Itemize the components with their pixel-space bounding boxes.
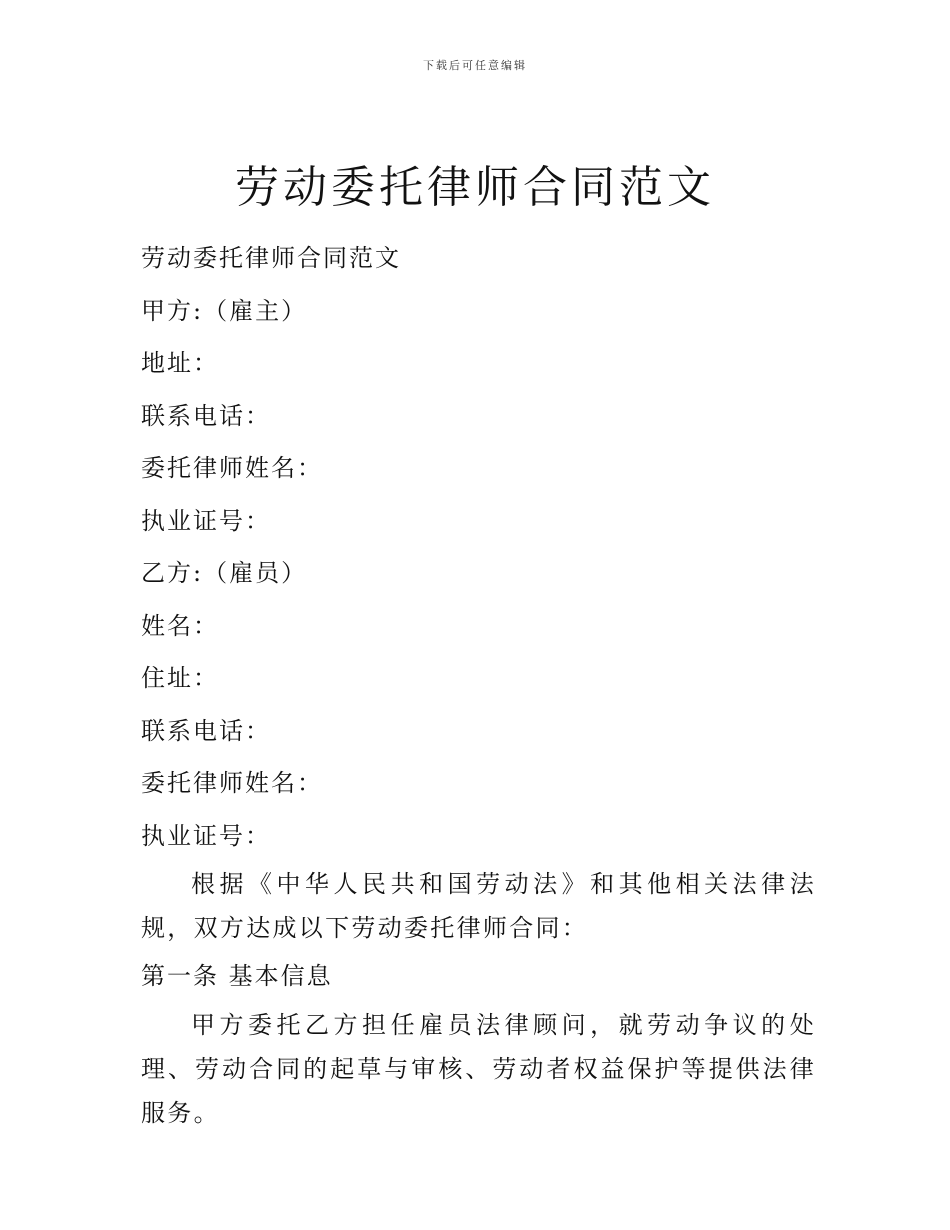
subtitle-line: 劳动委托律师合同范文 [141,244,401,272]
party-b-phone-line: 联系电话： [141,716,271,745]
party-b-lawyer-name-line: 委托律师姓名： [141,769,323,797]
document-body [141,232,816,1135]
party-a-phone-line: 联系电话： [141,401,271,430]
basis-paragraph: 根据《中华人民共和国劳动法》和其他相关法律法规，双方达成以下劳动委托律师合同： [141,870,816,942]
party-a-license-line: 执业证号： [141,506,271,535]
party-a-address-line: 地址： [141,349,219,377]
header-note: 下载后可任意编辑 [423,59,527,72]
party-b-address-line: 住址： [141,664,219,692]
party-b-name-line: 姓名： [141,611,219,640]
party-a-line: 甲方:（雇主） [141,296,308,325]
document-title: 劳动委托律师合同范文 [235,162,715,213]
party-b-license-line: 执业证号： [141,821,271,850]
party-a-lawyer-name-line: 委托律师姓名： [141,454,323,482]
article-1-heading: 第一条 基本信息 [141,962,333,990]
party-b-line: 乙方:（雇员） [141,559,308,587]
article-1-paragraph: 甲方委托乙方担任雇员法律顾问，就劳动争议的处理、劳动合同的起草与审核、劳动者权益保护等提供法律服务。 [141,1010,816,1127]
